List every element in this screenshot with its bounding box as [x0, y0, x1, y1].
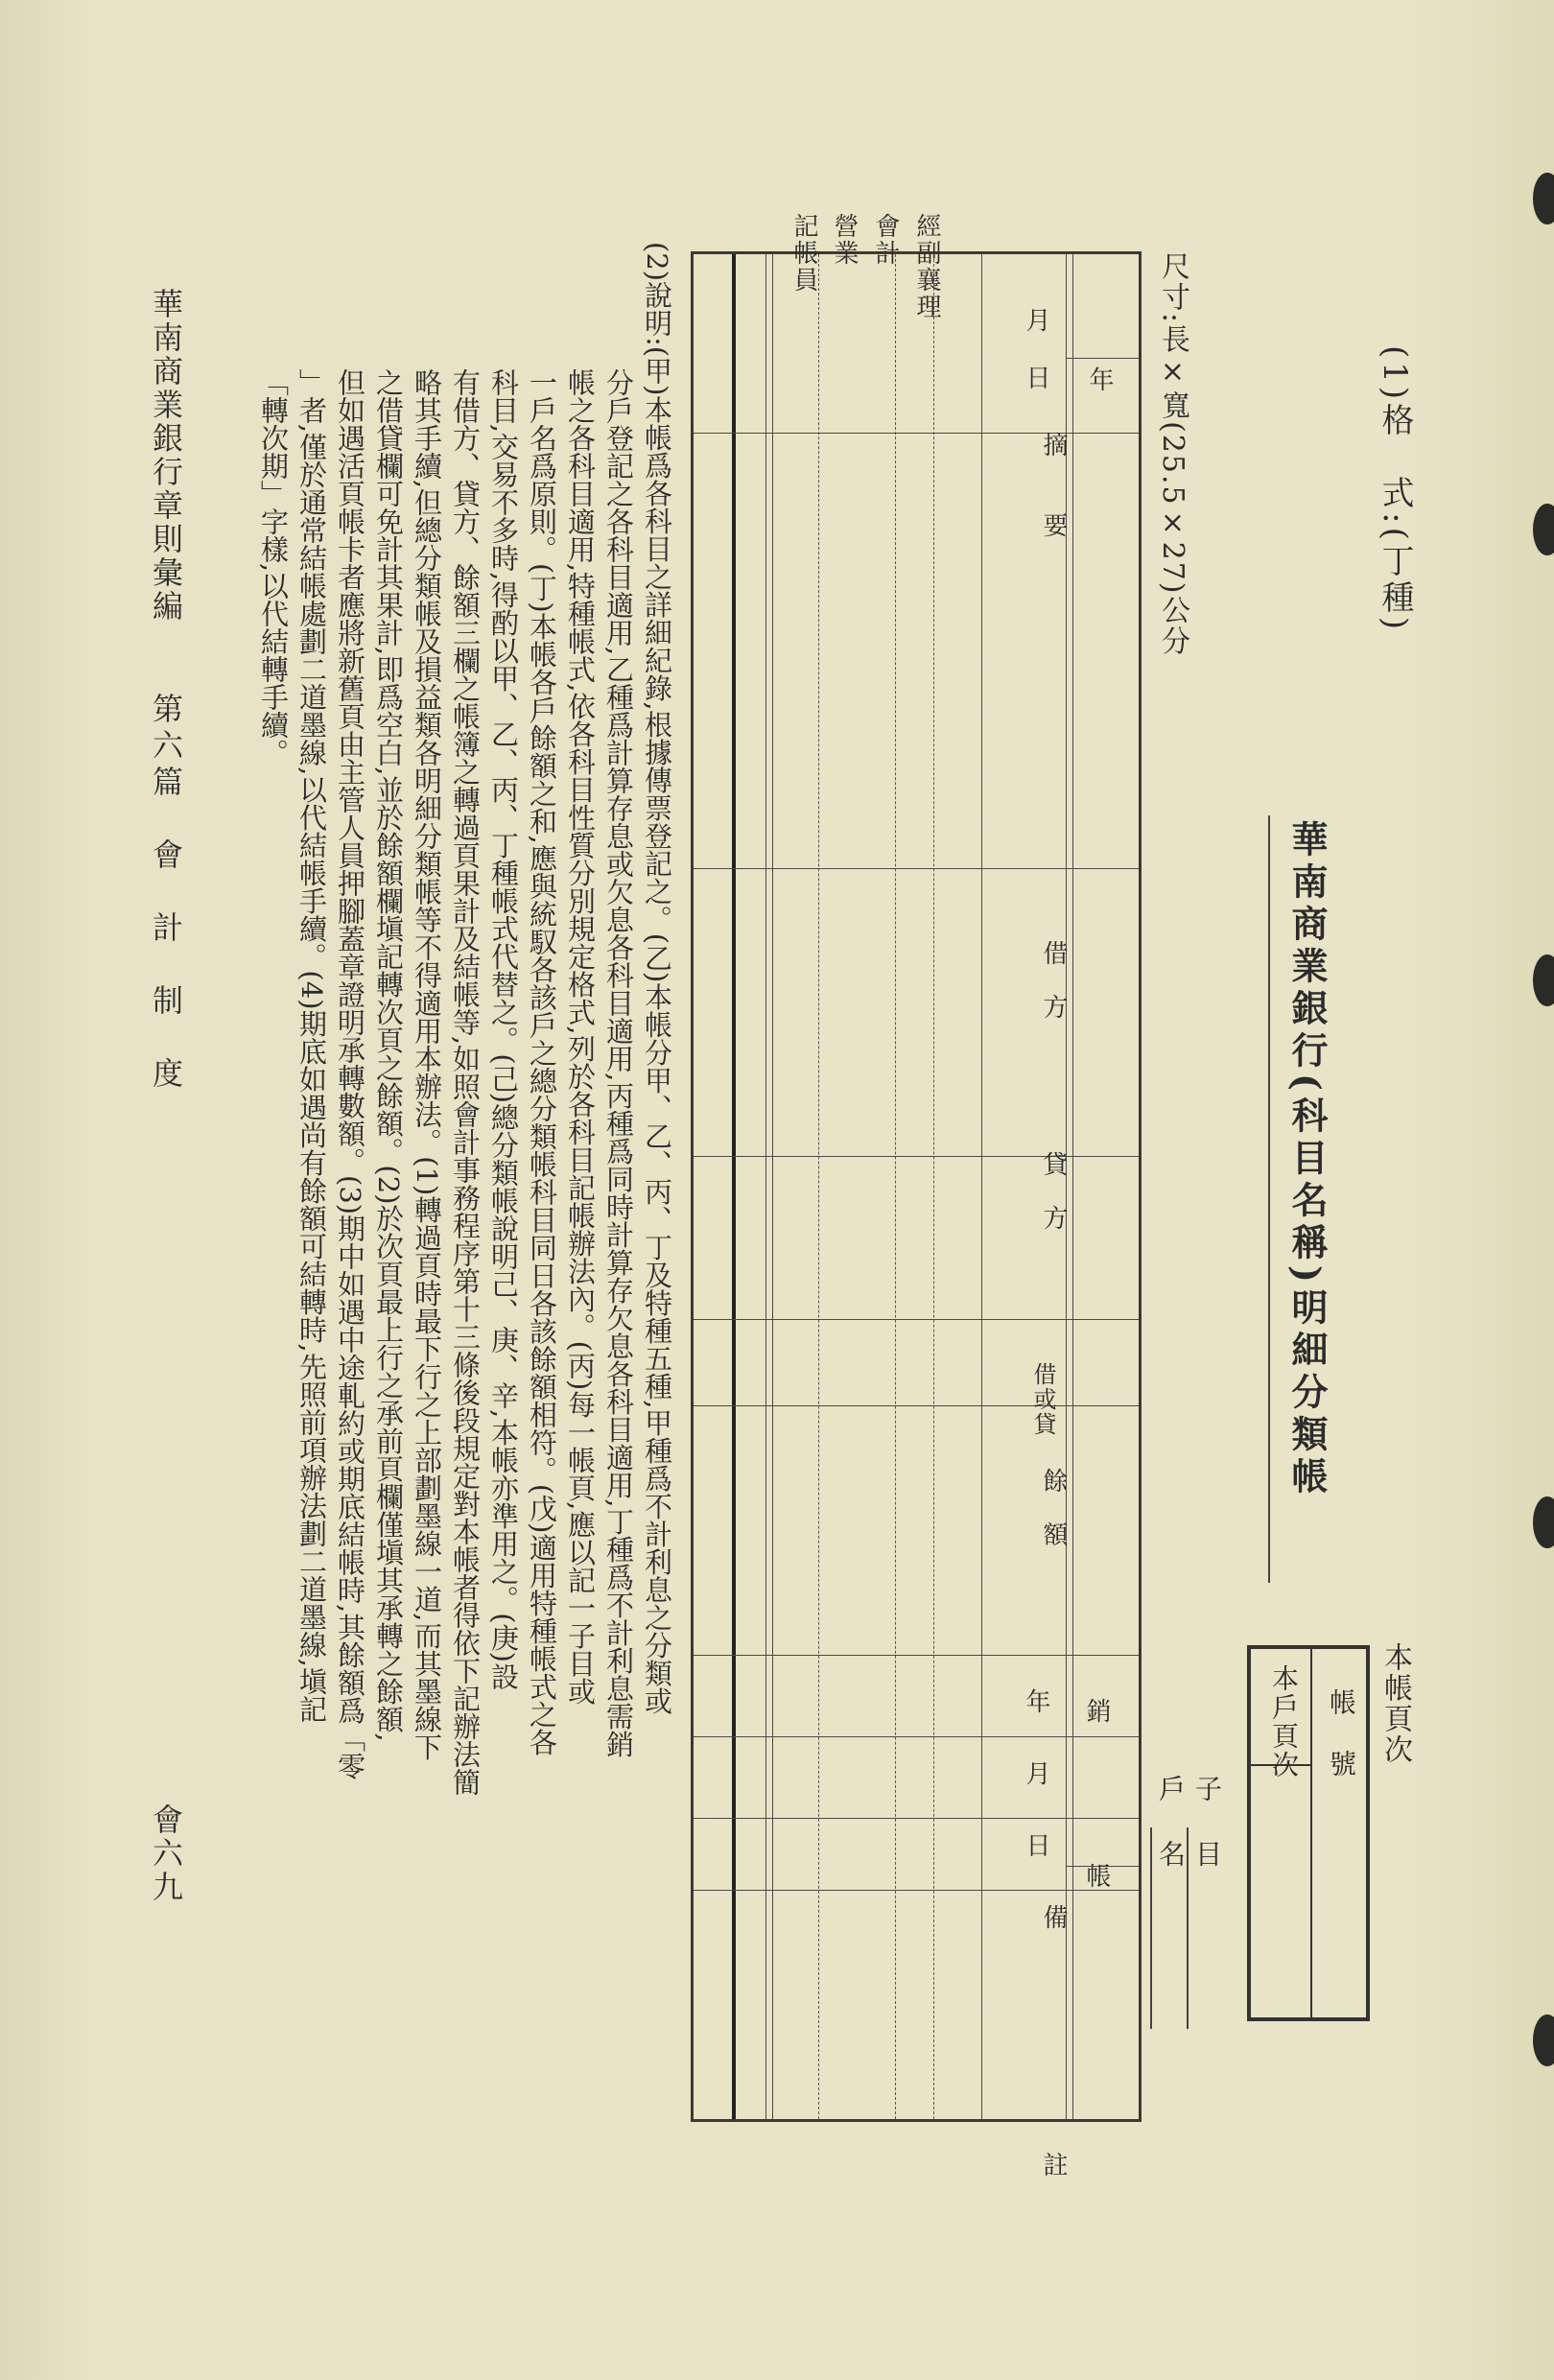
- note-line: 之借貸欄可免計其果計,即爲空白,並於餘額欄塡記轉次頁之餘額。(2)於次頁最上行之承前頁欄僅塡其承轉之餘額,: [372, 368, 405, 1742]
- size-line: 尺寸:長×寬(25.5×27)公分: [1156, 251, 1189, 657]
- note-line: 略其手續,但總分類帳及損益類各明細分類帳等不得適用本辦法。(1)轉過頁時最下行之上部劃墨線一道,而其墨線下: [411, 368, 443, 1761]
- footer-chapter: 第六篇 會 計 制 度: [148, 693, 184, 1094]
- col-debit: 借 方: [1039, 940, 1068, 1021]
- sig-accounting: 會計: [871, 213, 900, 267]
- sig-bookkeeper: 記帳員: [789, 213, 818, 294]
- binder-hole: [1533, 504, 1554, 555]
- sig-manager: 經副襄理: [912, 213, 941, 320]
- ledger-table: [691, 251, 1142, 2122]
- sig-operations: 營業: [830, 213, 859, 267]
- col-closed-year: 年: [1022, 1688, 1050, 1715]
- account-label: 戶 名: [1155, 1775, 1187, 1873]
- note-line: 分戶登記之各科目適用,乙種爲計算存息或欠息各科目適用,丙種爲同時計算存欠息各科目適用,丁種爲不計利息需銷: [602, 368, 635, 1758]
- format-line: (1)格 式:(丁種): [1376, 345, 1414, 634]
- binder-hole: [1533, 173, 1554, 224]
- note-line: 但如遇活頁帳卡者應將新舊頁由主管人員押腳蓋章證明承轉數額。(3)期中如遇中途軋約或期底結帳時,其餘額爲「零: [334, 368, 366, 1780]
- note-line: 「轉次期」字樣,以代結轉手續。: [257, 368, 290, 767]
- col-summary: 摘 要: [1039, 432, 1068, 539]
- title-underline: [1268, 815, 1270, 1583]
- binder-hole: [1533, 2015, 1554, 2066]
- note-line: 帳之各科目適用,特種帳式,依各科目性質分別規定格式,列於各科目記帳辦法內。(丙)每一帳頁,應以記一子目或: [564, 368, 597, 1706]
- note-line: 科目,交易不多時,得酌以甲、乙、丙、丁種帳式代替之。(己)總分類帳說明己、庚、辛,本帳亦準用之。(庚)設: [487, 368, 520, 1690]
- note-line: 一戶名爲原則。(丁)本帳各戶餘額之和,應與統馭各該戶之總分類帳科目同日各該餘額相符。(戊)適用特種帳式之各: [526, 368, 558, 1756]
- binder-hole: [1533, 1496, 1554, 1548]
- page-box-header: 本帳頁次: [1378, 1642, 1412, 1765]
- account-line: [1150, 1827, 1152, 2029]
- col-balance: 餘 額: [1039, 1468, 1068, 1548]
- col-day: 日: [1022, 365, 1050, 391]
- footer-book-title: 華南商業銀行章則彙編: [148, 288, 184, 624]
- subject-label: 子 目: [1191, 1775, 1223, 1873]
- form-title: 華南商業銀行(科目名稱)明細分類帳: [1285, 820, 1329, 1499]
- note-line: 」者,僅於通常結帳處劃二道墨線,以代結帳手續。(4)期底如遇尚有餘額可結轉時,先照前項辦法劃二道墨線,塡記: [295, 368, 328, 1723]
- note-line: (2)說明:(甲)本帳爲各科目之詳細紀錄,根據傳票登記之。(乙)本帳分甲、乙、丙、丁及特種五種,甲種爲不計利息之分類或: [641, 242, 673, 1715]
- note-line: 有借方、貸方、餘額三欄之帳簿之轉過頁果計及結帳等,如照會計事務程序第十三條後段規定對本帳者得依下記辦法簡: [449, 368, 482, 1797]
- binder-hole: [1533, 954, 1554, 1006]
- col-month: 月: [1022, 307, 1050, 334]
- col-remarks: 備 註: [1039, 1904, 1068, 2234]
- page-box-account-no: 帳 號: [1326, 1688, 1357, 1780]
- col-year: 年: [1085, 366, 1114, 393]
- col-closed: 銷 帳: [1082, 1698, 1111, 1945]
- col-credit: 貸 方: [1039, 1151, 1068, 1232]
- col-closed-day: 日: [1022, 1832, 1050, 1859]
- col-debit-or-credit: 借或貸: [1029, 1362, 1056, 1437]
- col-closed-month: 月: [1022, 1760, 1050, 1787]
- page-box-account-page: 本戶頁次: [1268, 1664, 1300, 1779]
- footer-page-number: 會六九: [148, 1803, 184, 1904]
